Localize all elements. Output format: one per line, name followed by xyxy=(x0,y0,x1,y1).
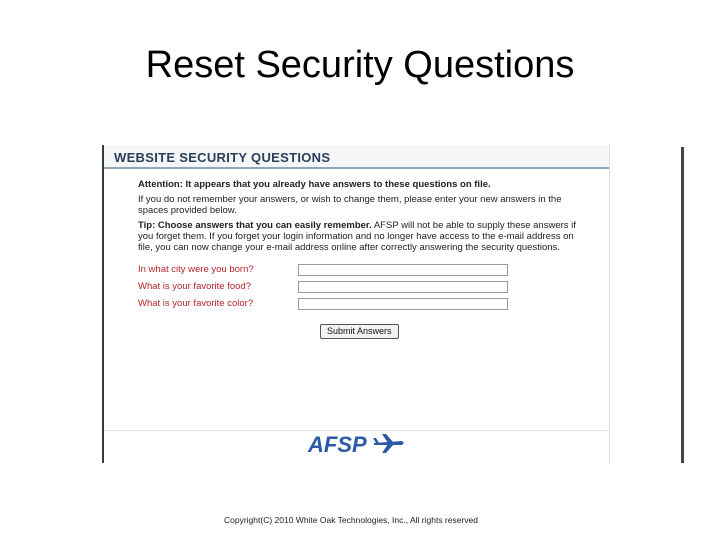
copyright-text: Copyright(C) 2010 White Oak Technologies, Inc., All rights reserved xyxy=(223,515,479,525)
question-row xyxy=(138,261,591,278)
question-row xyxy=(138,278,591,295)
security-questions-panel xyxy=(102,145,610,463)
slide-title: Reset Security Questions xyxy=(145,44,575,86)
tip-label: Tip: Choose answers that you can easily remember. xyxy=(138,220,372,231)
panel-body xyxy=(104,169,609,339)
screenshot-edge-bar xyxy=(681,147,684,463)
submit-answers-button[interactable]: Submit Answers xyxy=(320,324,399,339)
question-row xyxy=(138,295,591,312)
attention-text: Attention: It appears that you already have answers to these questions on file. xyxy=(138,179,491,190)
question-label: What is your favorite color? xyxy=(138,298,254,309)
logo-text: AFSP xyxy=(308,432,367,457)
panel-header: WEBSITE SECURITY QUESTIONS xyxy=(104,145,609,169)
answer-input-city[interactable] xyxy=(298,264,508,276)
tip-paragraph xyxy=(138,220,591,253)
question-label: What is your favorite food? xyxy=(138,281,251,292)
afsp-logo xyxy=(306,428,406,460)
tip-text: AFSP will not be able to supply these answers if you forget them. If you forget your login information and no longer have access to the e-mail address on file, you can now change your e-mail address online after correctly answering the security questions. xyxy=(138,220,576,253)
airplane-icon xyxy=(373,434,404,453)
questions-list xyxy=(138,261,591,312)
answer-input-food[interactable] xyxy=(298,281,508,293)
answer-input-color[interactable] xyxy=(298,298,508,310)
submit-wrap xyxy=(138,324,591,339)
question-label: In what city were you born? xyxy=(138,264,254,275)
instruction-text: If you do not remember your answers, or wish to change them, please enter your new answers in the spaces provided below. xyxy=(138,194,562,216)
